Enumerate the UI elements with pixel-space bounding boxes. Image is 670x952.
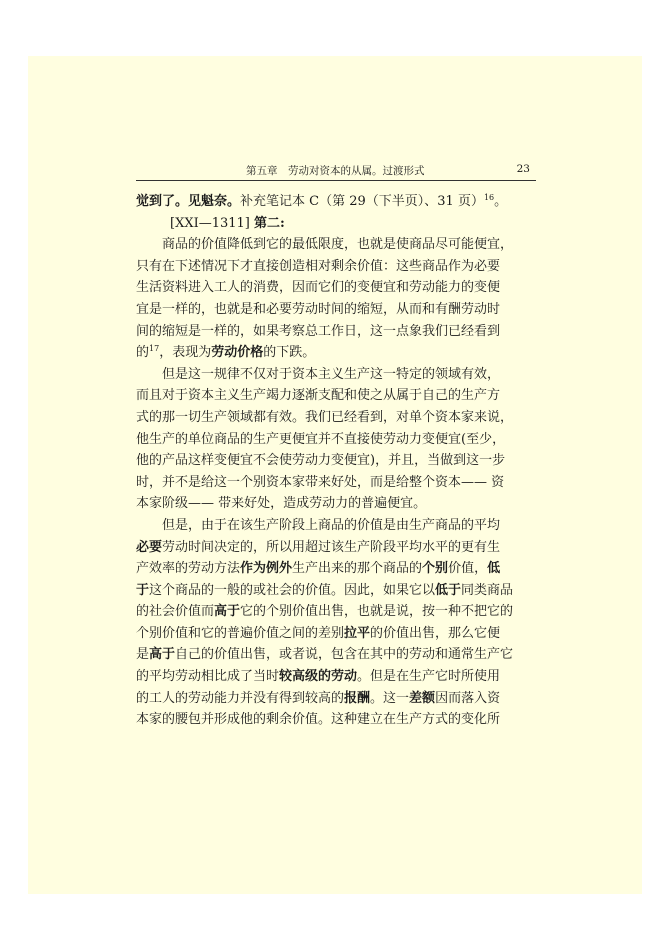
text-line: 个别价值和它的普遍价值之间的差别拉平的价值出售，那么它便 (136, 625, 501, 641)
text-line: 式的那一切生产领域都有效。我们已经看到，对单个资本家来说， (136, 409, 514, 425)
text-line: 产效率的劳动方法作为例外生产出来的那个商品的个别价值，低 (136, 561, 501, 577)
text-line: 于这个商品的一般的或社会的价值。因此，如果它以低于同类商品 (136, 582, 514, 598)
text-line: 时，并不是给这一个别资本家带来好处，而是给整个资本—— 资 (136, 474, 505, 490)
manuscript-ref: [ⅩⅩⅠ—1311] (170, 215, 250, 231)
text-line: 间的缩短是一样的，如果考察总工作日，这一点象我们已经看到 (136, 323, 501, 339)
page-number: 23 (516, 163, 530, 175)
text-line: 是高于自己的价值出售，或者说，包含在其中的劳动和通常生产它 (136, 647, 514, 663)
text-line: 生活资料进入工人的消费，因而它们的变便宜和劳动能力的变便 (136, 280, 501, 296)
body-text (136, 191, 540, 731)
footnote-ref: 17 (149, 344, 160, 354)
text-line: [ⅩⅩⅠ—1311] 第二: (170, 215, 285, 231)
text-line: 而且对于资本主义生产竭力逐渐支配和使之从属于自己的生产方 (136, 388, 501, 404)
text-line: 商品的价值降低到它的最低限度，也就是使商品尽可能便宜， (162, 237, 514, 253)
text-line: 但是，由于在该生产阶段上商品的价值是由生产商品的平均 (162, 517, 501, 533)
chapter-title: 第五章 劳动对资本的从属。过渡形式 (246, 165, 425, 177)
text-line: 本家的腰包并形成他的剩余价值。这种建立在生产方式的变化所 (136, 712, 501, 728)
text-line: 只有在下述情况下才直接创造相对剩余价值：这些商品作为必要 (136, 258, 501, 274)
text-line: 但是这一规律不仅对于资本主义生产这一特定的领域有效， (162, 366, 501, 382)
text-line: 他生产的单位商品的生产更便宜并不直接使劳动力变便宜(至少， (136, 431, 506, 447)
running-header (136, 162, 536, 181)
text-line: 必要劳动时间决定的，所以用超过该生产阶段平均水平的更有生 (136, 539, 501, 555)
text-line: 觉到了。见魁奈。补充笔记本 C（第 29（下半页）、31 页）$^{16}$。 (136, 193, 508, 209)
text-line: 的社会价值而高于它的个别价值出售，也就是说，按一种不把它的 (136, 604, 514, 620)
text-line: 的$^{17}$，表现为劳动价格的下跌。 (136, 344, 316, 361)
text-line: 的平均劳动相比成了当时较高级的劳动。但是在生产它时所使用 (136, 669, 501, 685)
text-line: 他的产品这样变便宜不会使劳动力变便宜)，并且，当做到这一步 (136, 453, 506, 469)
footnote-ref: 16 (483, 193, 495, 202)
text-line: 的工人的劳动能力并没有得到较高的报酬。这一差额因而落入资 (136, 690, 501, 706)
text-line: 本家阶级—— 带来好处，造成劳动力的普遍便宜。 (136, 496, 427, 512)
text-line: 宜是一样的，也就是和必要劳动时间的缩短，从而和有酬劳动时 (136, 301, 501, 317)
